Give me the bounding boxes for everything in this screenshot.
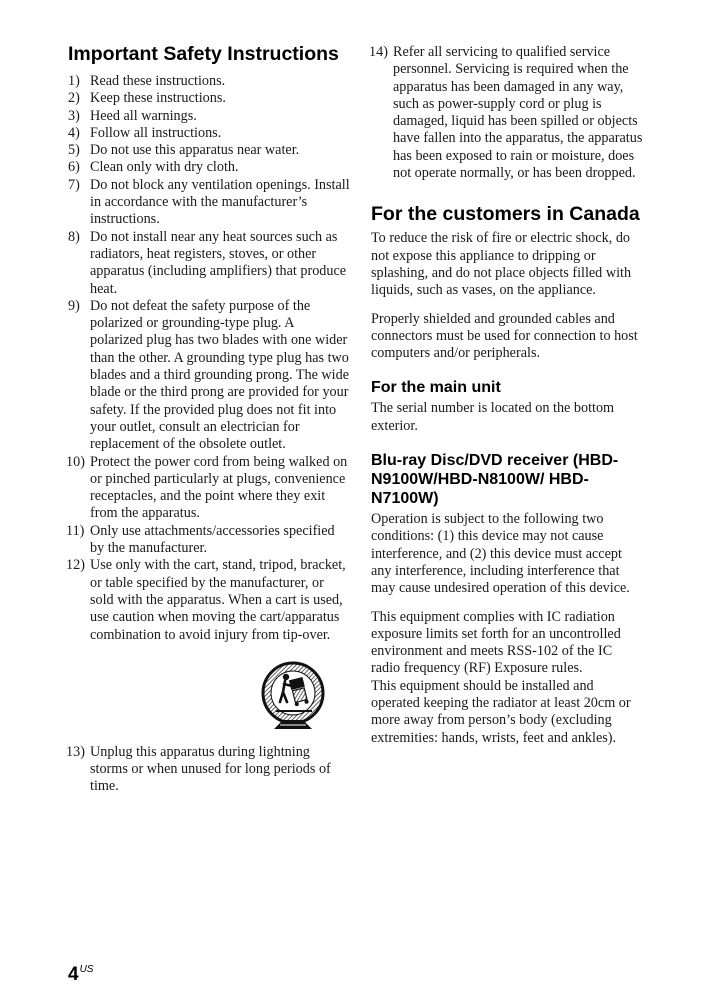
receiver-paragraph: This equipment complies with IC radiation exposure limits set forth for an uncontrolled environment and meets RSS-102 of the IC radio frequency (RF) Exposure rules. <box>371 608 621 677</box>
receiver-heading: Blu-ray Disc/DVD receiver (HBD-N9100W/HBD-N8100W/ HBD-N7100W) <box>371 452 619 508</box>
receiver-paragraph: This equipment should be installed and operated keeping the radiator at least 20cm or more away from person’s body (excluding extremities: hands, wrists, feet and ankles). <box>371 677 631 746</box>
safety-list-continued <box>68 744 350 796</box>
list-item: 13) Unplug this apparatus during lightning storms or when unused for long periods of time. <box>66 743 331 795</box>
safety-heading: Important Safety Instructions <box>68 43 339 65</box>
list-item: 4) Follow all instructions. <box>68 124 222 141</box>
canada-paragraph: Properly shielded and grounded cables and connectors must be used for connection to host computers and/or peripherals. <box>371 310 638 362</box>
safety-list <box>68 73 350 644</box>
list-item: 14) Refer all servicing to qualified service personnel. Servicing is required when the apparatus has been damaged in any way, such as power-supply cord or plug is damaged, liquid has been spilled or objects have fallen into the apparatus, the apparatus has been exposed to rain or moisture, does not operate normally, or has been dropped. <box>369 44 643 182</box>
list-item: 8) Do not install near any heat sources such as radiators, heat registers, stoves, or other apparatus (including amplifiers) that produce heat. <box>68 228 347 297</box>
list-item: 9) Do not defeat the safety purpose of the polarized or grounding-type plug. A polarized plug has two blades with one wider than the other. A grounding type plug has two blades and a third grounding prong. The wide blade or the third prong are provided for your safety. If the provided plug does not fit into your outlet, consult an electrician for replacement of the obsolete outlet. <box>68 297 349 453</box>
receiver-paragraph: Operation is subject to the following two conditions: (1) this device may not cause interference, and (2) this device must accept any interference, including interference that may cause undesired operation of this device. <box>371 511 630 597</box>
safety-list-right <box>371 44 643 182</box>
list-item: 11) Only use attachments/accessories specified by the manufacturer. <box>66 522 335 557</box>
list-item: 12) Use only with the cart, stand, tripod, bracket, or table specified by the manufacturer, or sold with the apparatus. When a cart is used, use caution when moving the cart/apparatus combination to avoid injury from tip-over. <box>66 557 346 643</box>
right-column <box>371 44 643 758</box>
list-item: 5) Do not use this apparatus near water. <box>68 142 300 159</box>
list-item: 2) Keep these instructions. <box>68 90 226 107</box>
list-item: 10) Protect the power cord from being walked on or pinched particularly at plugs, convenience receptacles, and the point where they exit from the apparatus. <box>66 453 348 522</box>
canada-heading: For the customers in Canada <box>371 203 640 226</box>
cart-warning-figure <box>68 658 350 736</box>
cart-tip-over-warning-icon <box>256 658 330 732</box>
list-item: 6) Clean only with dry cloth. <box>68 159 239 176</box>
list-item: 7) Do not block any ventilation openings. Install in accordance with the manufacturer’s instructions. <box>68 176 350 228</box>
left-column <box>68 44 350 796</box>
main-unit-paragraph: The serial number is located on the bottom exterior. <box>371 400 615 434</box>
main-unit-heading: For the main unit <box>371 379 501 397</box>
list-item: 1) Read these instructions. <box>68 73 226 89</box>
list-item: 3) Heed all warnings. <box>68 107 197 124</box>
canada-paragraph: To reduce the risk of fire or electric shock, do not expose this appliance to dripping or splashing, and do not place objects filled with liquids, such as vases, on the appliance. <box>371 230 632 299</box>
page-number: $4^{US}$ <box>68 964 94 985</box>
